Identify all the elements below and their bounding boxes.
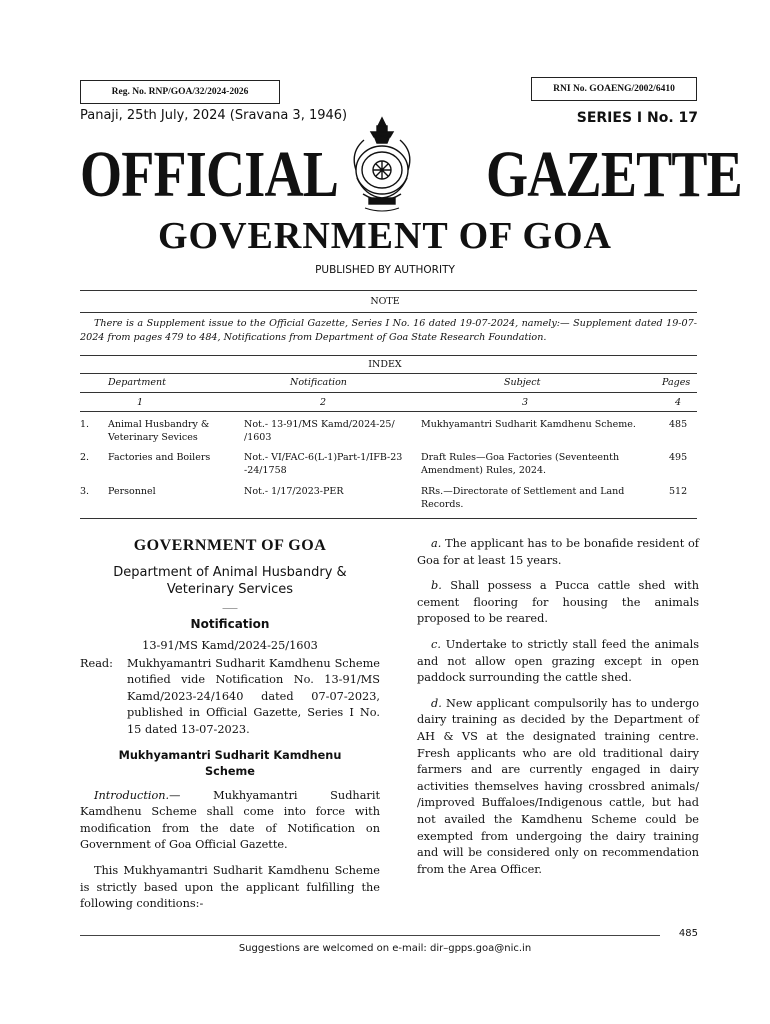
note-text: There is a Supplement issue to the Official Gazette, Series I No. 16 dated 19-07-2024, namely:— Supplement dated 19-07-2024 from pages 479 to 484, Notifications from Department of Goa State Research Foundation.: [80, 318, 697, 343]
index-row-pages: 485: [669, 419, 688, 430]
left-column: [80, 536, 380, 913]
condition-item: [417, 578, 699, 628]
section-heading: GOVERNMENT OF GOA: [133, 537, 327, 554]
index-row-department: Factories and Boilers: [108, 452, 211, 463]
suggestions-email: Suggestions are welcomed on e-mail: dir–gpps.goa@nic.in: [238, 943, 532, 954]
right-column: [417, 536, 699, 878]
divider: [80, 392, 697, 393]
condition-letter: d.: [431, 696, 442, 710]
index-col-number: 3: [522, 397, 529, 408]
footer-divider: [80, 935, 660, 936]
condition-letter: b.: [431, 579, 442, 593]
condition-item: [417, 637, 699, 687]
separator-dash: ___: [222, 598, 238, 609]
index-col-number: 2: [320, 397, 327, 408]
read-text: Mukhyamantri Sudharit Kamdhenu Scheme notified vide Notification No. 13-91/MS Kamd/2023-24/1640 dated 07-07-2023, published in Official Gazette, Series I No. 15 dated 13-07-2023.: [127, 656, 380, 736]
divider: [80, 312, 697, 313]
divider: [80, 290, 697, 291]
masthead-gazette: GAZETTE: [486, 138, 742, 211]
introduction-paragraph: [80, 788, 380, 854]
index-row-department: Animal Husbandry & Veterinary Sevices: [108, 419, 210, 443]
notification-number: 13-91/MS Kamd/2024-25/1603: [142, 639, 318, 652]
index-col-number: 1: [137, 397, 144, 408]
condition-item: [417, 536, 699, 569]
state-emblem-icon: [341, 114, 423, 218]
index-row-department: Personnel: [108, 486, 156, 497]
index-row-pages: 495: [669, 452, 688, 463]
condition-text: The applicant has to be bonafide resident of Goa for at least 15 years.: [417, 537, 699, 567]
page-number: 485: [678, 928, 698, 939]
condition-text: New applicant compulsorily has to undergo dairy training as decided by the Department of AH & VS at the designated training centre. Fresh applicants who are old traditional dairy farmers and are currently engaged in dairy activities themselves having crossbred animals/ /improved Buffaloes/Indigenous cattle, but had not availed the Kamdhenu Scheme could be exempted from undergoing the dairy training and will be considered only on recommendation from the Area Officer.: [417, 696, 699, 876]
registration-number: Reg. No. RNP/GOA/32/2024-2026: [80, 80, 280, 104]
index-row-number: 2.: [80, 452, 90, 463]
index-row-subject: Draft Rules—Goa Factories (Seventeenth Amendment) Rules, 2024.: [421, 452, 620, 476]
index-row-notification: Not.- VI/FAC-6(L-1)Part-1/IFB-23 -24/1758: [244, 452, 403, 476]
read-label: Read:: [80, 656, 113, 670]
department-name: Department of Animal Husbandry & Veterinary Services: [113, 565, 347, 597]
condition-item: [417, 696, 699, 879]
conditions-paragraph: This Mukhyamantri Sudharit Kamdhenu Scheme is strictly based upon the applicant fulfilling the following conditions:-: [80, 863, 380, 911]
divider: [80, 355, 697, 356]
series-number: SERIES I No. 17: [576, 110, 698, 126]
index-row-number: 3.: [80, 486, 90, 497]
condition-letter: c.: [431, 637, 441, 651]
read-reference: [80, 656, 380, 739]
index-header-notification: Notification: [290, 377, 347, 388]
date-line: Panaji, 25th July, 2024 (Sravana 3, 1946): [80, 108, 348, 123]
index-row-number: 1.: [80, 419, 90, 430]
note-title: NOTE: [370, 296, 400, 307]
index-row-notification: Not.- 13-91/MS Kamd/2024-25/ /1603: [244, 419, 395, 443]
rni-number: RNI No. GOAENG/2002/6410: [531, 77, 697, 101]
divider: [80, 411, 697, 412]
scheme-title: Mukhyamantri Sudharit Kamdhenu Scheme: [118, 748, 342, 778]
introduction-text: — Mukhyamantri Sudharit Kamdhenu Scheme shall come into force with modification from the date of Notification on Government of Goa Official Gazette.: [80, 788, 380, 852]
index-row-subject: Mukhyamantri Sudharit Kamdhenu Scheme.: [421, 419, 636, 430]
index-title: INDEX: [368, 359, 402, 370]
condition-text: Shall possess a Pucca cattle shed with cement flooring for housing the animals proposed to be reared.: [417, 579, 700, 626]
divider: [80, 373, 697, 374]
index-row-pages: 512: [669, 486, 688, 497]
index-header-subject: Subject: [504, 377, 541, 388]
index-row-subject: RRs.—Directorate of Settlement and Land Records.: [421, 486, 625, 510]
masthead-official: OFFICIAL: [80, 138, 339, 211]
notification-title: Notification: [190, 617, 270, 631]
condition-letter: a.: [431, 537, 442, 550]
index-col-number: 4: [675, 397, 682, 408]
condition-text: Undertake to strictly stall feed the animals and not allow open grazing except in open paddock surrounding the cattle shed.: [417, 637, 699, 685]
introduction-label: Introduction.: [94, 788, 170, 802]
divider: [80, 518, 697, 519]
government-of-goa-title: GOVERNMENT OF GOA: [157, 215, 613, 257]
index-row-notification: Not.- 1/17/2023-PER: [244, 486, 344, 497]
index-header-pages: Pages: [662, 377, 691, 388]
index-header-department: Department: [108, 377, 166, 388]
published-by-authority: PUBLISHED BY AUTHORITY: [315, 264, 455, 276]
